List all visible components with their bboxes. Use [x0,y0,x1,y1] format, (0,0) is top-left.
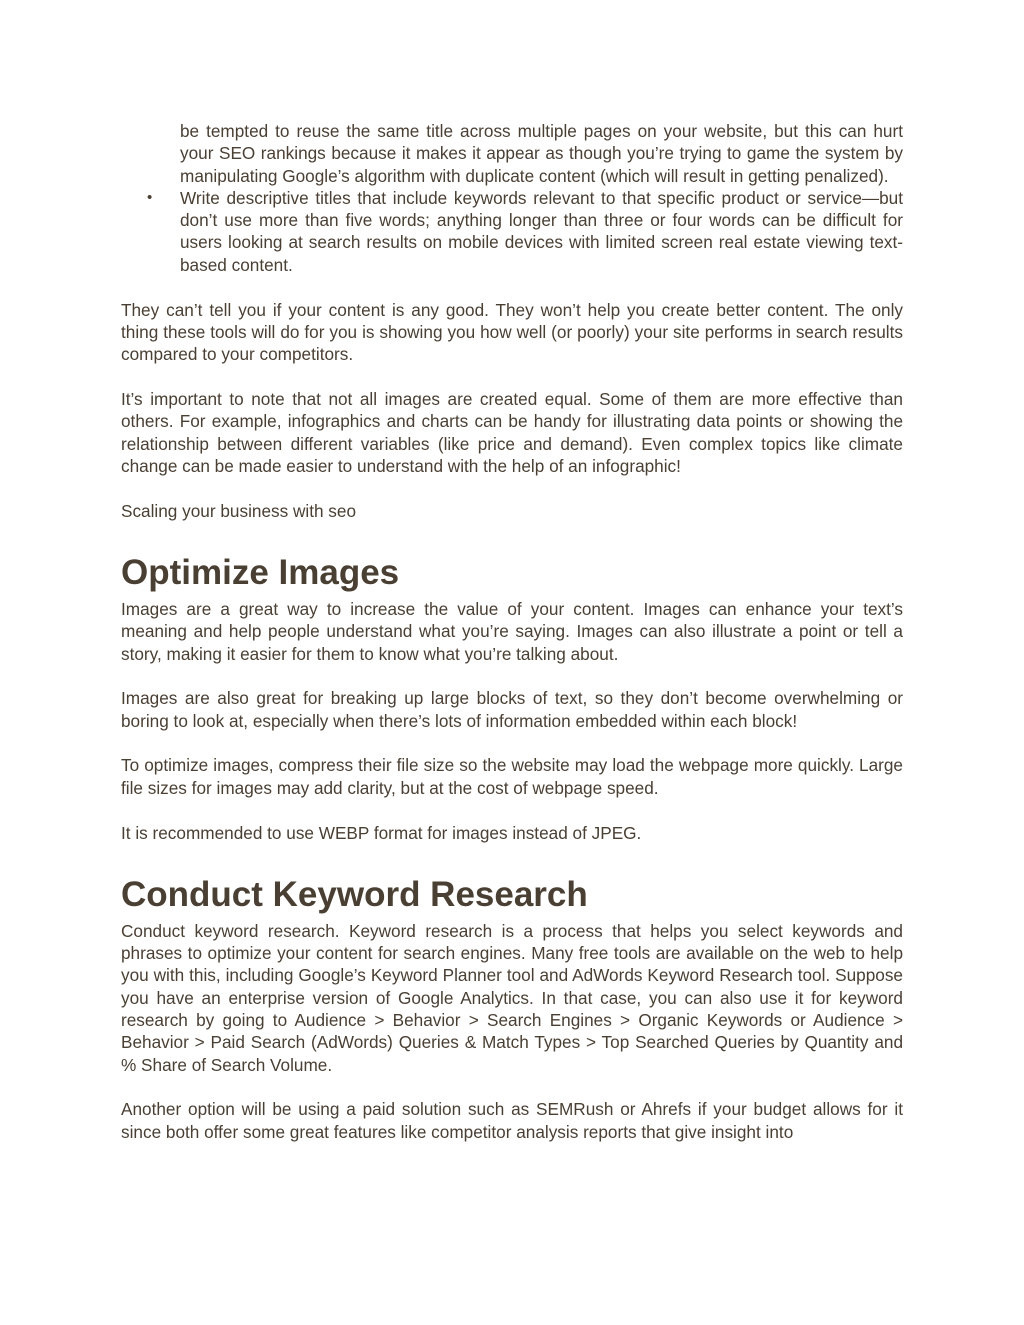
bullet-item [121,187,903,276]
section-heading: Conduct Keyword Research [121,874,588,914]
paragraph: It’s important to note that not all images are created equal. Some of them are more effective than others. For example, infographics and charts can be handy for illustrating data points or showing the relationship between different variables (like price and demand). Even complex topics like climate change can be made easier to understand with the help of an infographic! [121,388,903,476]
bullet-marker: • [147,188,153,206]
paragraph: Conduct keyword research. Keyword research is a process that helps you select keywords and phrases to optimize your content for search engines. Many free tools are available on the web to help you with this, including Google’s Keyword Planner tool and AdWords Keyword Research tool. Suppose you have an enterprise version of Google Analytics. In that case, you can also use it for keyword research by going to Audience > Behavior > Search Engines > Organic Keywords or Audience > Behavior > Paid Search (AdWords) Queries & Match Types > Top Searched Queries by Quantity and % Share of Search Volume. [121,920,903,1075]
paragraph: They can’t tell you if your content is any good. They won’t help you create better content. The only thing these tools will do for you is showing you how well (or poorly) your site performs in search results compared to your competitors. [121,299,903,365]
paragraph: Images are a great way to increase the value of your content. Images can enhance your text’s meaning and help people understand what you’re saying. Images can also illustrate a point or tell a story, making it easier for them to know what you’re talking about. [121,598,903,664]
paragraph: Another option will be using a paid solution such as SEMRush or Ahrefs if your budget allows for it since both offer some great features like competitor analysis reports that give insight into [121,1099,903,1142]
bullet-text: Write descriptive titles that include keywords relevant to that specific product or service—but don’t use more than five words; anything longer than three or four words can be difficult for users looking at search results on mobile devices with limited screen real estate viewing text-based content. [180,187,903,275]
bullet-list [121,120,903,276]
paragraph: Images are also great for breaking up large blocks of text, so they don’t become overwhelming or boring to look at, especially when there’s lots of information embedded within each block! [121,688,903,731]
bullet-text: be tempted to reuse the same title across multiple pages on your website, but this can hurt your SEO rankings because it makes it appear as though you’re trying to game the system by manipulating Google’s algorithm with duplicate content (which will result in getting penalized). [180,121,903,186]
section-heading: Optimize Images [121,552,400,592]
bullet-item-continued [121,120,903,187]
document-page [121,120,903,1143]
paragraph: Scaling your business with seo [121,500,357,521]
paragraph: It is recommended to use WEBP format for images instead of JPEG. [121,822,642,843]
paragraph: To optimize images, compress their file size so the website may load the webpage more quickly. Large file sizes for images may add clarity, but at the cost of webpage speed. [121,755,903,798]
